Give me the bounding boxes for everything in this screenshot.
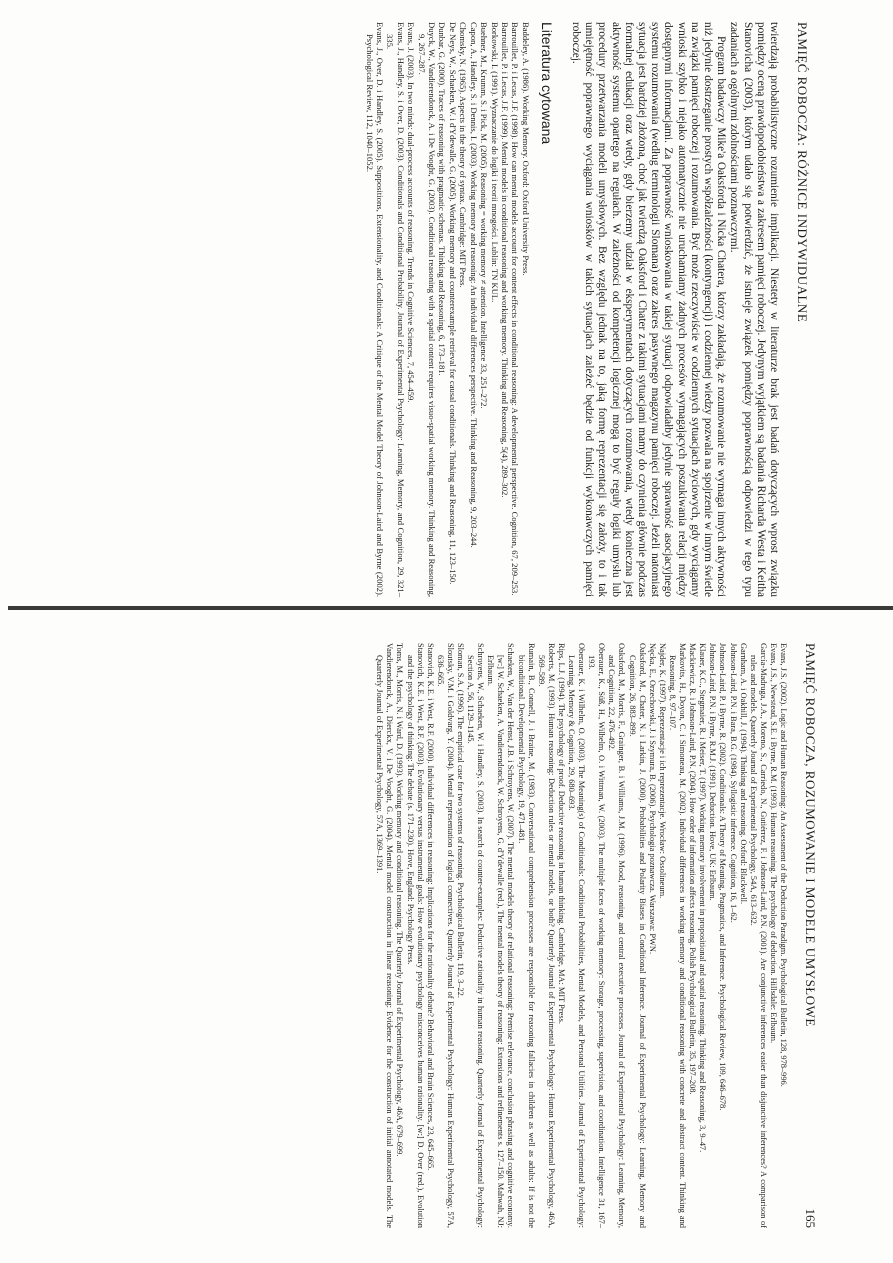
reference-item: Duyck, W., Vandierendonck, A. i De Vooght, G. (2003). Conditional reasoning with a spatial content requires visuo-spatial working memory. Thinking and Reasoning, 9, 267–287. [416, 22, 438, 597]
page-divider [8, 606, 893, 610]
reference-item: Evans, J.S. (2002). Logic and Human Reasoning: An Assessment of the Deduction Paradigm. Psychological Bulletin, 128, 978–996. [779, 643, 788, 1087]
reference-item: De Neys, W., Schaeken, W. i d'Ydewalle, G. (2005). Working memory and counterexample retrieval for causal conditionals. Thinking and Reasoning, 11, 123–150. [447, 22, 458, 585]
reference-item: Stanovich, K.E. i West, R.F. (2000). Individual differences in reasoning: Implications for the rationality debate? Behavioral and Brain Sciences, 23, 645–665. [425, 643, 435, 1171]
page-number: 165 [803, 1208, 818, 1228]
reference-item: Oaksford, M., Morris, F., Grainger, B. i Williams, J.M. (1996). Mood, reasoning, and central executive processes. Journal of Experimental Psychology: Learning, Memory, and Cognition, 22, 476–492. [607, 643, 627, 1228]
reference-list [374, 643, 788, 1228]
left-page [364, 22, 812, 597]
reference-item: Mackiewicz, R. i Johnson-Laird, P.N. (2004). How order of information affects reasoning. Polish Psychological Bulletin, 35, 197–208. [688, 643, 698, 1095]
reference-item: Oaksford, M., Chater, N. i Larkin, J. (2000). Probabilities and Polarity Biases in Conditional Inference. Journal of Experimental Psychology: Learning, Memory and Cognition, 26, 883–899. [627, 643, 647, 1228]
reference-item: Schroyens, W., Schaeken, W. i Handley, S. (2003). In search of counter-examples: Deductive rationality in human reasoning. Quarterly Journal of Experimental Psychology: Section A, 56, 1129–1145. [466, 643, 486, 1228]
running-title: PAMIĘĆ ROBOCZA, ROZUMOWANIE I MODELE UMYSŁOWE [803, 643, 818, 1027]
reference-item: Nęcka, E., Orzechowski, J. i Szymura, B. (2006). Psychologia poznawcza. Warszawa: PWN. [647, 643, 657, 955]
reference-item: Buehner, M., Krumm, S. i Pick, M. (2005). Reasoning = working memory ≠ attention. Intelligence 33, 251–272. [479, 22, 490, 409]
reference-item: Sloman, S.A. (1996). The empirical case for two systems of reasoning. Psychological Bulletin, 119, 3–22. [456, 643, 465, 998]
reference-item: Evans, J.S., Newstead, S.E. i Byrne, R.M. (1993). Human reasoning. The psychology of deduction. Hillsdale: Erlbaum. [768, 643, 778, 1044]
reference-item: Borkowski, I. (1991). Wyznaczanie do logiki i teorii mnogości. Lublin: TN KUL. [489, 22, 500, 303]
reference-item: Baddeley, A. (1986). Working Memory. Oxford: Oxford University Press. [520, 22, 531, 276]
reference-item: Capon, A., Handley, S. i Dennis, I. (2003). Working memory and reasoning: An individual differences perspective. Thinking and Reasoning, 9, 203–244. [468, 22, 479, 548]
section-title: Literatura cytowana [538, 22, 555, 145]
reference-item: Chomsky, N. (1965). Aspects in the theory of syntax. Cambridge: MIT Press. [458, 22, 469, 288]
reference-item: Oberauer, K., Süß, H., Wilhelm, O. i Wittman, W. (2003). The multiple faces of working memory: Storage, processing, supervision, and coordination. Intelligence 31, 167–193. [587, 643, 607, 1228]
reference-item: Johnson-Laird, P.N. i Bara, B.G. (1984). Syllogistic inference. Cognition, 16, 1–62. [728, 643, 738, 923]
reference-item: Roberts, M. (1993). Human reasoning: Deduction rules or mental models, or both? Quarterly Journal of Experimental Psychology: Human Experimental Psychology, 46A, 569–589. [536, 643, 556, 1228]
page-header [788, 643, 820, 1228]
running-title: PAMIĘĆ ROBOCZA: RÓŻNICE INDYWIDUALNE [795, 22, 810, 323]
reference-item: García-Madruga, J.A., Moreno, S., Carriedo, N., Gutiérrez, F. i Johnson-Laird, P.N. (2001). Are conjunctive inferences easier than disjunctive inferences? A comparison of rules and models. Quarterly Journal of Experimental Psychology, 54A, 613–632. [748, 643, 768, 1228]
reference-item: Barrouillet, P. i Lecas, J.F. (1998). How can mental models account for content effects in conditional reasoning: A developmental perspective. Cognition, 67, 209–253. [510, 22, 521, 596]
reference-item: Markovits, H., Doyon, C. i Simoneau, M. (2002). Individual differences in working memory and conditional reasoning with concrete and abstract content. Thinking and Reasoning, 8, 97–107. [667, 643, 688, 1228]
reference-item: Schaeken, W., Van der Henst, J.B. i Schroyens, W. (2007). The mental models theory of relational reasoning: Premise relevance, conclusion phrasing and cognitive economy. [w:] W. Schaeken, A. Vandierendonck, W. Schroyens, G. d'Ydewalle (red.), The mental models theory of reasoning: Extensions and refinements s. 127–150. Mahwah, NJ: Erlbaum. [486, 643, 516, 1228]
reference-item: Barrouillet, P. i Lecas, J.F. (1999). Mental models in conditional reasoning and working memory. Thinking and Reasoning, 5(4), 289–302. [499, 22, 510, 498]
right-page [375, 643, 820, 1228]
reference-item: Dunbar, G. (2000). Traces of reasoning with pragmatic schemas. Thinking and Reasoning, 6, 173–181. [437, 22, 448, 376]
reference-item: Evans, J., Handley, S. i Over, D. (2003). Conditionals and Conditional Probability. Journal of Experimental Psychology: Learning, Memory, and Cognition, 29, 321–335. [385, 22, 406, 597]
reference-item: Rumain, B., Connell, J. i Braine, M. (1983). Conversational comprehension processes are responsible for reasoning fallacies in children as well as adults: If is not the biconditional. Developmental Psychology, 19, 471–481. [516, 643, 536, 1228]
reference-item: Sloutsky, V.M. i Goldvarg, Y. (2004). Mental representation of logical connectives. Quarterly Journal of Experimental Psychology: Human Experimental Psychology, 57A, 636–665. [435, 643, 455, 1228]
body-paragraph: Program badawczy Mike'a Oaksforda i Nicka Chatera, którzy zakładają, że rozumowanie nie wymaga innych aktywności niż jedynie dostrzeganie prostych współzależności (kontyngencji) i codziennej wiedzy pozwala na spojrzenie w innym świetle na związki pamięci roboczej i rozumowania. Być może rzeczywiście w codziennych sytuacjach życiowych, gdy wyciągamy wnioski szybko i niejako automatycznie nie uruchamiamy żadnych procesów wymagających poszukiwania relacji między dostępnymi informacjami. Za poprawność wnioskowania w takiej sytuacji odpowiadałby jedynie sprawność asocjacyjnego systemu rozumowania (według terminologii Slomana) oraz zakres pasywnego magazynu pamięci roboczej. Jeżeli natomiast sytuacja jest bardziej złożona, choć jak twierdzą Oaksford i Chater z takimi sytuacjami mamy do czynienia głównie podczas formalnej edukacji oraz wtedy, gdy bierzemy udział w eksperymentach dotyczących rozumowania, wtedy konieczna jest aktywność systemu opartego na regułach. W zależności od kompetencji logicznej mogą to być reguły logiki umysłu lub procedury przetwarzania modeli umysłowych. Bez względu jednak na to, jaką formę reprezentacji się założy, to i tak umiejętność poprawnego wyciągania wniosków w takich sytuacjach zależeć będzie od funkcji wykonawczych pamięci roboczej. [569, 22, 728, 597]
reference-item: Vandierendonck, A., Dierckx, V. i De Vooght, G. (2004). Mental model construction in linear reasoning: Evidence for the construction of initial annotated models. The Quarterly Journal of Experimental Psychology, 57A, 1369–1391. [375, 643, 395, 1228]
reference-item: Klauer, K.C., Stegmaier, R. i Meiser, T. (1997). Working memory involvement in propositional and spatial reasoning. Thinking and Reasoning, 3, 9–47. [698, 643, 708, 1153]
reference-item: Toms, M., Morris, N. i Ward, D. (1993). Working memory and conditional reasoning. The Quarterly Journal of Experimental Psychology, 46A, 679–699. [395, 643, 405, 1157]
reference-list [364, 22, 531, 597]
reference-item: Najder, K. (1997). Reprezentacje i ich reprezentacje. Wrocław: Ossolineum. [657, 643, 667, 899]
reference-item: Garnham, A. i Oakhill, J. (1994). Thinking and reasoning. Oxford: Blackwell. [738, 643, 748, 905]
body-paragraph: twierdzają probabilistyczne rozumienie implikacji. Niestety w literaturze brak jest badań dotyczących wprost związku pomiędzy oceną prawdopodobieństwa a zakresem pamięci roboczej. Jedynym wyjątkiem są badania Richarda Westa i Keitha Stanovicha (2003), którym udało się potwierdzić, że istnieje związek pomiędzy poprawnością odpowiedzi w tego typu zadaniach a ogólnymi zdolnościami poznawczymi. [728, 22, 780, 597]
reference-item: Rips, L.J. (1994). The psychology of proof. Deductive reasoning in human thinking. Cambridge, MA: MIT Press. [556, 643, 566, 1024]
page-header [780, 22, 812, 597]
reference-item: Stanovich, K.E. i West, R.F. (2003). Evolutionary versus instrumental goals: How evolutionary psychology misconceives human rationality. [w:] D. Over (red.), Evolution and the psychology of thinking: The debate (s. 171–230). Hove, England: Psychology Press. [405, 643, 425, 1228]
reference-item: Johnson-Laird, P. i Byrne, R. (2002). Conditionals: A Theory of Meaning, Pragmatics, and Inference. Psychological Review, 109, 646–678. [718, 643, 728, 1111]
reference-item: Oberauer, K. i Wilhelm, O. (2003). The Meaning(s) of Conditionals: Conditional Probabilities, Mental Models, and Personal Utilities. Journal of Experimental Psychology: Learning, Memory & Cognition, 29, 680–693. [567, 643, 587, 1228]
reference-item: Evans, J., Over, D. i Handley, S. (2005). Suppositions, Extensionality, and Conditionals: A Critique of the Mental Model Theory of Johnson-Laird and Byrne (2002). Psychological Review, 112, 1040–1052. [364, 22, 386, 597]
reference-item: Johnson-Laird, P.N. i Byrne, R.M.J. (1991). Deduction. Hove, UK: Erlbaum. [708, 643, 718, 901]
reference-item: Evans, J. (2003). In two minds: dual-process accounts of reasoning. Trends in Cognitive Sciences, 7, 454–459. [406, 22, 417, 403]
